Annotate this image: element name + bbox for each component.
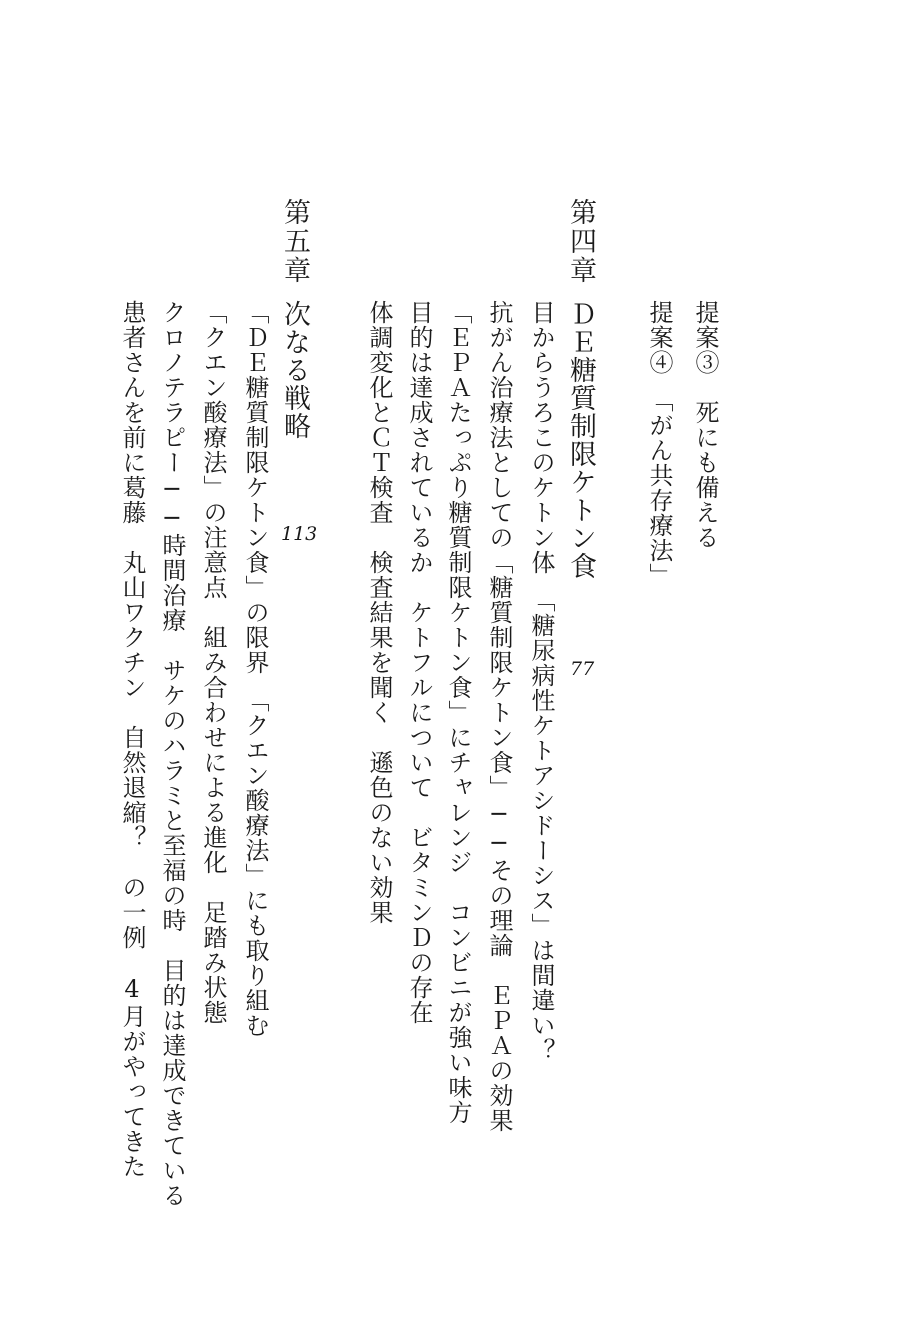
chapter4-entry-3[interactable]: 「ＥＰＡたっぷり糖質制限ケトン食」にチャレンジ コンビニが強い味方 (444, 300, 472, 1125)
chapter5-entry-1[interactable]: 「ＤＥ糖質制限ケトン食」の限界 「クエン酸療法」にも取り組む (241, 300, 269, 1038)
chapter4-heading: 第四章 (565, 198, 596, 285)
chapter5-heading: 第五章 (279, 198, 310, 285)
chapter5-entry-4[interactable]: 患者さんを前に葛藤 丸山ワクチン 自然退縮？ の一例 4月がやってきた (118, 300, 146, 1179)
chapter4-title[interactable]: ＤＥ糖質制限ケトン食 (565, 300, 596, 580)
chapter4-entry-2[interactable]: 抗がん治療法としての「糖質制限ケトン食」──その理論 ＥＰＡの効果 (485, 300, 513, 1133)
chapter5-entry-2[interactable]: 「クエン酸療法」の注意点 組み合わせによる進化 足踏み状態 (199, 300, 227, 1025)
chapter4-entry-1[interactable]: 目からうろこのケトン体 「糖尿病性ケトアシドーシス」は間違い？ (527, 300, 555, 1063)
toc-proposal-4[interactable]: 提案④ 「がん共存療法」 (645, 300, 673, 588)
toc-proposal-3[interactable]: 提案③ 死にも備える (691, 300, 719, 550)
chapter4-entry-5[interactable]: 体調変化とＣＴ検査 検査結果を聞く 遜色のない効果 (365, 300, 393, 925)
chapter5-title[interactable]: 次なる戦略 (279, 300, 310, 440)
chapter5-entry-3[interactable]: クロノテラピー──時間治療 サケのハラミと至福の時 目的は達成できている (158, 300, 186, 1208)
chapter4-page-number: 77 (570, 658, 595, 680)
chapter5-page-number: 113 (281, 523, 318, 545)
chapter4-entry-4[interactable]: 目的は達成されているか ケトフルについて ビタミンＤの存在 (405, 300, 433, 1025)
